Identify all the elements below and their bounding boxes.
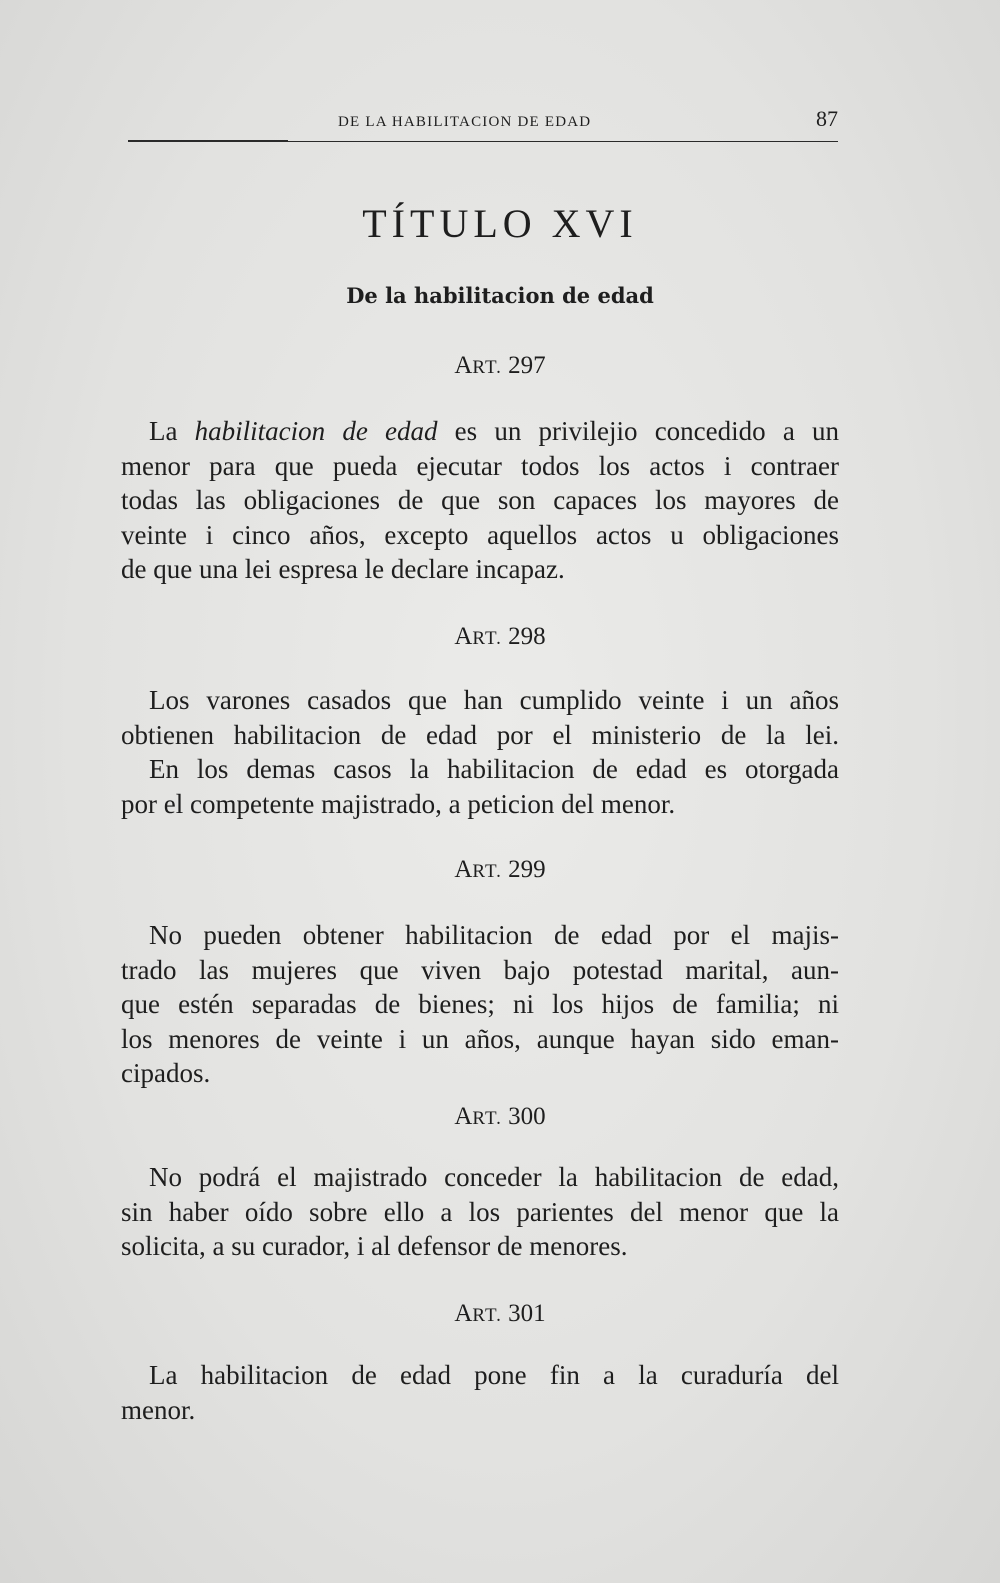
running-head xyxy=(128,106,838,136)
article-paragraph-298 xyxy=(121,683,839,821)
paragraph-line: En los demas casos la habilitacion de edad es otorgada xyxy=(149,754,839,784)
paragraph-line: obtienen habilitacion de edad por el ministerio de la lei. xyxy=(121,719,839,750)
paragraph-line: menor para que pueda ejecutar todos los actos i contraer xyxy=(121,450,839,481)
article-paragraph-300 xyxy=(121,1160,839,1264)
art-prefix-initial: A xyxy=(454,856,473,883)
art-prefix-rest: RT. xyxy=(472,628,502,649)
article-number: 297 xyxy=(508,352,546,379)
article-paragraph-297 xyxy=(121,414,839,587)
article-paragraph-299 xyxy=(121,918,839,1091)
paragraph-line: de que una lei espresa le declare incapaz. xyxy=(121,554,565,584)
art-prefix-rest: RT. xyxy=(472,861,502,882)
paragraph-line: que estén separadas de bienes; ni los hijos de familia; ni xyxy=(121,989,839,1019)
paragraph-line: menor. xyxy=(121,1394,196,1425)
article-heading-301 xyxy=(0,1300,1000,1328)
paragraph-line: todas las obligaciones de que son capaces los mayores de xyxy=(121,485,839,515)
paragraph-line: sin haber oído sobre ello a los parientes del menor que la xyxy=(121,1196,839,1227)
article-heading-299 xyxy=(0,856,1000,884)
section-subtitle: De la habilitacion de edad xyxy=(346,283,654,308)
paragraph-line: cipados. xyxy=(121,1058,211,1088)
paragraph-line: veinte i cinco años, excepto aquellos actos u obligaciones xyxy=(121,519,839,550)
paragraph-line: No pueden obtener habilitacion de edad por el majis- xyxy=(149,920,839,950)
article-number: 300 xyxy=(508,1103,546,1130)
article-heading-300 xyxy=(0,1103,1000,1131)
title-heading: TÍTULO XVI xyxy=(362,201,638,246)
paragraph-line: La habilitacion de edad pone fin a la curaduría del xyxy=(149,1360,839,1390)
paragraph-line: Los varones casados que han cumplido veinte i un años xyxy=(149,685,839,715)
line-text: La xyxy=(149,416,195,446)
article-heading-297 xyxy=(0,352,1000,380)
article-heading-298 xyxy=(0,623,1000,651)
art-prefix-rest: RT. xyxy=(472,1108,502,1129)
paragraph-line: solicita, a su curador, i al defensor de menores. xyxy=(121,1231,628,1261)
line-text: es un privilejio concedido a un xyxy=(437,416,839,446)
paragraph-line xyxy=(121,414,839,449)
art-prefix-rest: RT. xyxy=(472,357,502,378)
art-prefix-rest: RT. xyxy=(472,1305,502,1326)
running-head-title: DE LA HABILITACION DE EDAD xyxy=(338,114,592,130)
paragraph-line: los menores de veinte i un años, aunque hayan sido eman- xyxy=(121,1023,839,1054)
art-prefix-initial: A xyxy=(454,623,473,650)
article-paragraph-301 xyxy=(121,1358,839,1427)
paragraph-line: trado las mujeres que viven bajo potestad marital, aun- xyxy=(121,954,839,985)
header-rule xyxy=(128,141,838,142)
article-number: 299 xyxy=(508,856,546,883)
paragraph-line: No podrá el majistrado conceder la habilitacion de edad, xyxy=(149,1162,839,1192)
article-number: 298 xyxy=(508,623,546,650)
paragraph-line: por el competente majistrado, a peticion del menor. xyxy=(121,788,676,819)
page-number: 87 xyxy=(816,106,838,131)
art-prefix-initial: A xyxy=(454,1300,473,1327)
art-prefix-initial: A xyxy=(454,1103,473,1130)
art-prefix-initial: A xyxy=(454,352,473,379)
italic-term: habilitacion de edad xyxy=(194,416,438,446)
article-number: 301 xyxy=(508,1300,546,1327)
